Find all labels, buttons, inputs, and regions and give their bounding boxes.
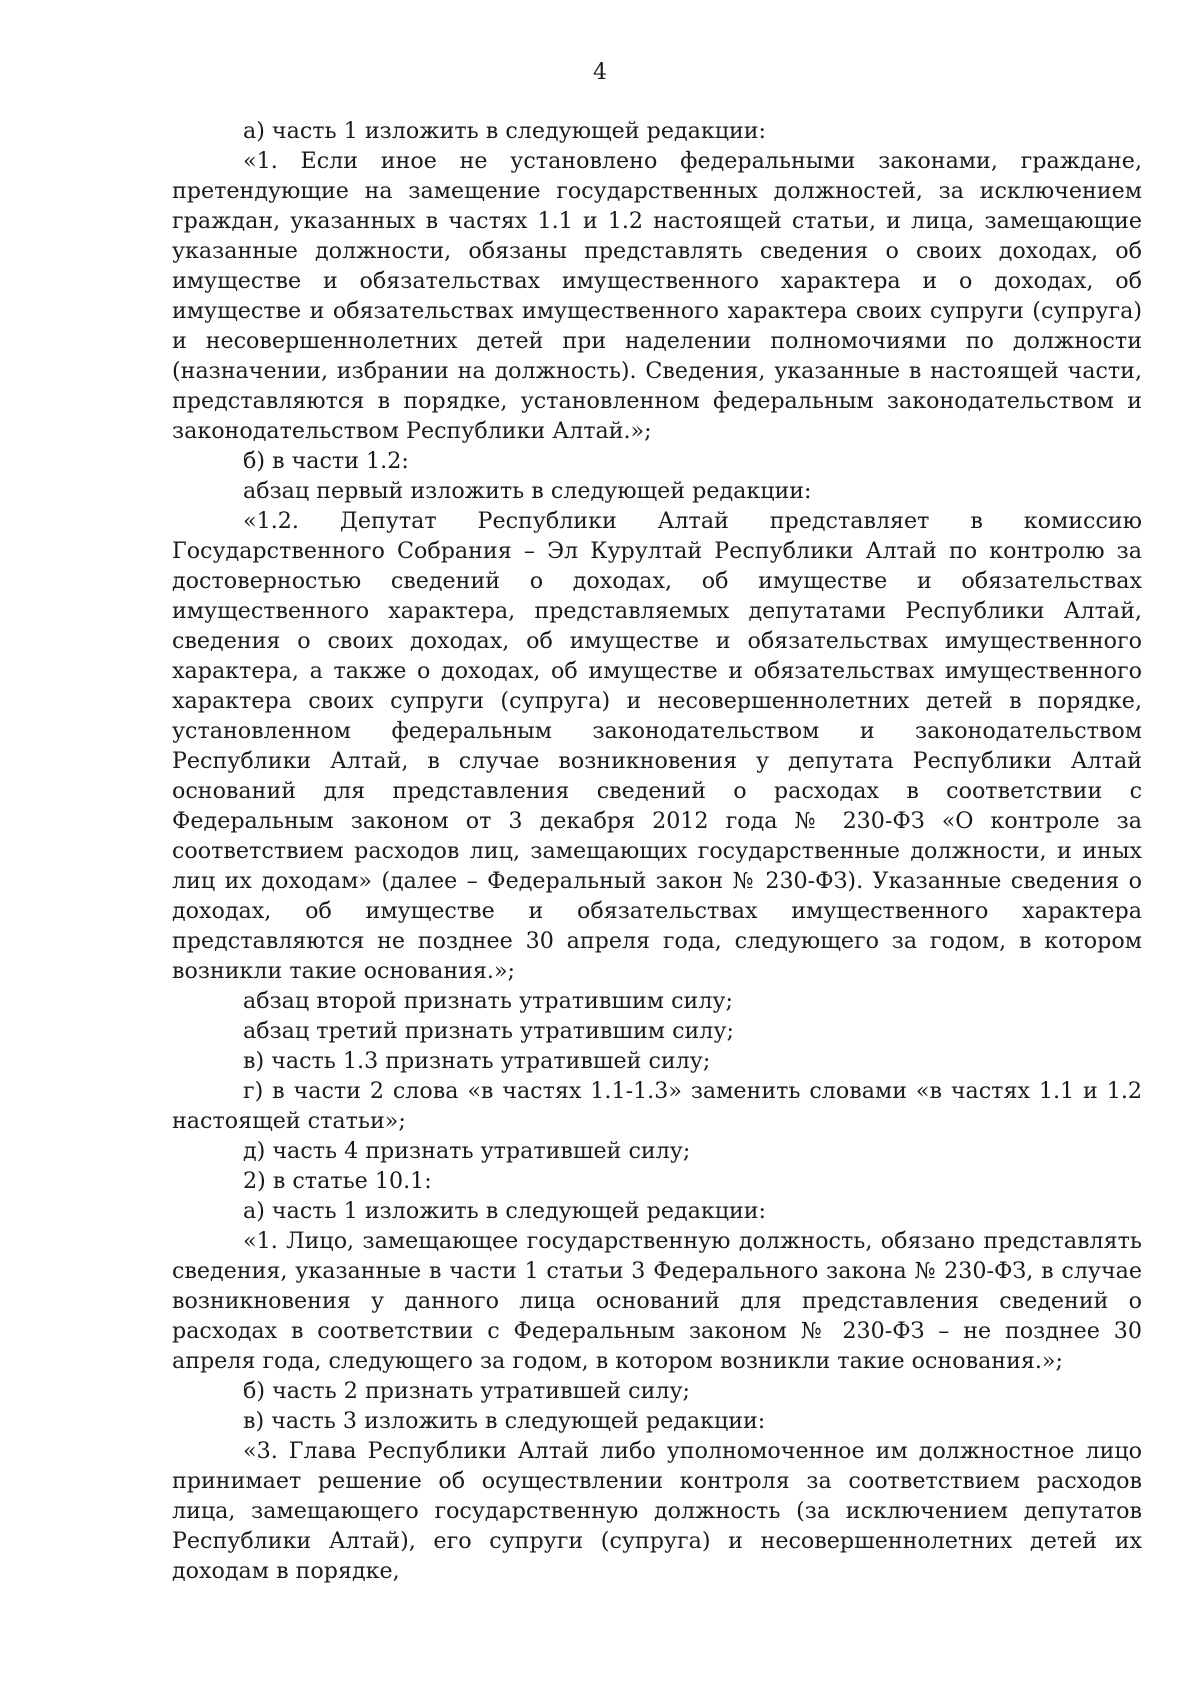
paragraph-7: абзац третий признать утратившим силу; <box>243 1018 734 1044</box>
paragraph-1: а) часть 1 изложить в следующей редакции: <box>243 118 767 144</box>
paragraph-9: г) в части 2 слова «в частях 1.1-1.3» заменить словами «в частях 1.1 и 1.2 настоящей статьи»; <box>172 1078 1142 1134</box>
paragraph-2: «1. Если иное не установлено федеральными законами, граждане, претендующие на замещение государственных должностей, за исключением граждан, указанных в частях 1.1 и 1.2 настоящей статьи, и лица, замещающие указанные должности, обязаны представлять сведения о своих доходах, об имуществе и обязательствах имущественного характера и о доходах, об имуществе и обязательствах имущественного характера своих супруги (супруга) и несовершеннолетних детей при наделении полномочиями по должности (назначении, избрании на должность). Сведения, указанные в настоящей части, представляются в порядке, установленном федеральным законодательством и законодательством Республики Алтай.»; <box>172 148 1142 444</box>
document-body <box>172 116 1142 1586</box>
paragraph-14: б) часть 2 признать утратившей силу; <box>243 1378 691 1404</box>
paragraph-10: д) часть 4 признать утратившей силу; <box>243 1138 691 1164</box>
paragraph-5: «1.2. Депутат Республики Алтай представляет в комиссию Государственного Собрания – Эл Курултай Республики Алтай по контролю за достоверностью сведений о доходах, об имуществе и обязательствах имущественного характера, представляемых депутатами Республики Алтай, сведения о своих доходах, об имуществе и обязательствах имущественного характера, а также о доходах, об имуществе и обязательствах имущественного характера своих супруги (супруга) и несовершеннолетних детей в порядке, установленном федеральным законодательством и законодательством Республики Алтай, в случае возникновения у депутата Республики Алтай оснований для представления сведений о расходах в соответствии с Федеральным законом от 3 декабря 2012 года № 230-ФЗ «О контроле за соответствием расходов лиц, замещающих государственные должности, и иных лиц их доходам» (далее – Федеральный закон № 230-ФЗ). Указанные сведения о доходах, об имуществе и обязательствах имущественного характера представляются не позднее 30 апреля года, следующего за годом, в котором возникли такие основания.»; <box>172 508 1142 984</box>
paragraph-13: «1. Лицо, замещающее государственную должность, обязано представлять сведения, указанные в части 1 статьи 3 Федерального закона № 230-ФЗ, в случае возникновения у данного лица оснований для представления сведений о расходах в соответствии с Федеральным законом № 230-ФЗ – не позднее 30 апреля года, следующего за годом, в котором возникли такие основания.»; <box>172 1228 1142 1374</box>
paragraph-6: абзац второй признать утратившим силу; <box>243 988 733 1014</box>
paragraph-12: а) часть 1 изложить в следующей редакции: <box>243 1198 767 1224</box>
paragraph-4: абзац первый изложить в следующей редакции: <box>243 478 812 504</box>
paragraph-11: 2) в статье 10.1: <box>243 1168 432 1194</box>
paragraph-8: в) часть 1.3 признать утратившей силу; <box>243 1048 711 1074</box>
page-number: 4 <box>593 60 607 85</box>
paragraph-16: «3. Глава Республики Алтай либо уполномоченное им должностное лицо принимает решение об осуществлении контроля за соответствием расходов лица, замещающего государственную должность (за исключением депутатов Республики Алтай), его супруги (супруга) и несовершеннолетних детей их доходам в порядке, <box>172 1438 1142 1584</box>
paragraph-15: в) часть 3 изложить в следующей редакции: <box>243 1408 766 1434</box>
paragraph-3: б) в части 1.2: <box>243 448 409 474</box>
